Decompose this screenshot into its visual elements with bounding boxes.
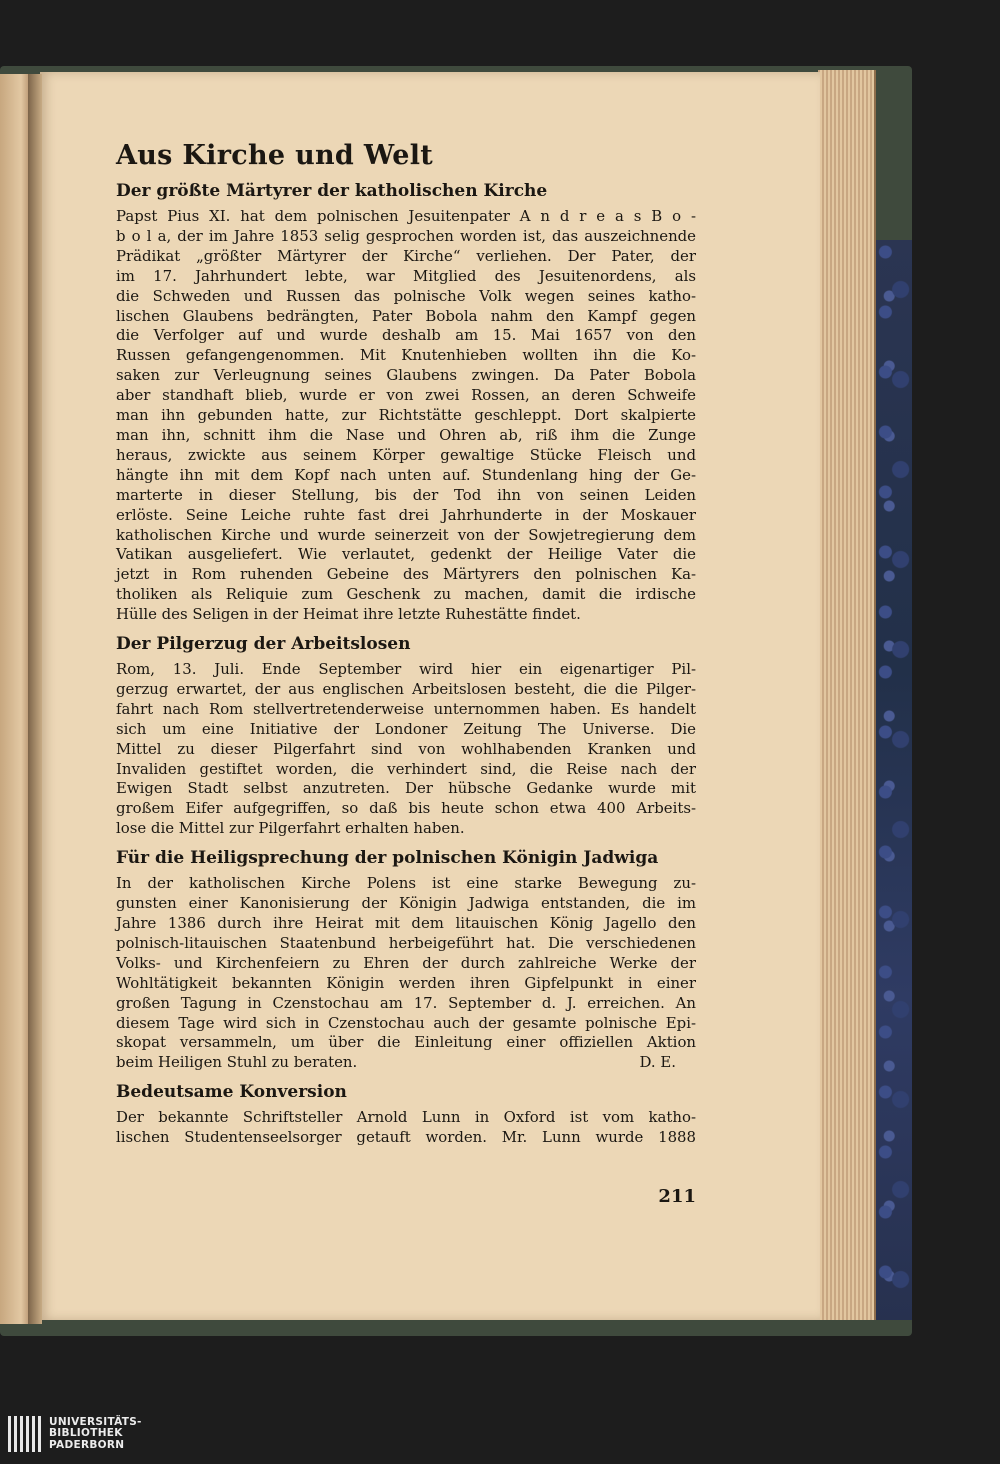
text-line: saken zur Verleugnung seines Glaubens zwingen. Da Pater Bobola xyxy=(116,366,696,385)
logo-line: BIBLIOTHEK xyxy=(49,1427,123,1440)
text-line: fahrt nach Rom stellvertretenderweise unternommen haben. Es handelt xyxy=(116,699,696,718)
page-content xyxy=(116,140,696,1157)
text-line: lischen Studentenseelsorger getauft worden. Mr. Lunn wurde 1888 xyxy=(116,1128,696,1147)
text-line: heraus, zwickte aus seinem Körper gewaltige Stücke Fleisch und xyxy=(116,445,696,464)
logo-text xyxy=(49,1417,142,1452)
text-line: Papst Pius XI. hat dem polnischen Jesuitenpater A n d r e a s B o - xyxy=(116,207,696,225)
logo-line: PADERBORN xyxy=(49,1438,125,1451)
text-line: Volks- und Kirchenfeiern zu Ehren der durch zahlreiche Werke der xyxy=(116,953,696,972)
text-line: diesem Tage wird sich in Czenstochau auch der gesamte polnische Epi- xyxy=(116,1013,696,1032)
text-line: katholischen Kirche und wurde seinerzeit von der Sowjetregierung dem xyxy=(116,525,696,544)
page-stack xyxy=(818,70,876,1320)
text-line: Vatikan ausgeliefert. Wie verlautet, gedenkt der Heilige Vater die xyxy=(116,545,696,564)
text-line: Mittel zu dieser Pilgerfahrt sind von wohlhabenden Kranken und xyxy=(116,739,696,758)
signature-line xyxy=(116,1053,696,1073)
text-line: Invaliden gestiftet worden, die verhindert sind, die Reise nach der xyxy=(116,759,696,778)
left-page-edge xyxy=(0,74,30,1324)
text-line: Prädikat „größter Märtyrer der Kirche“ verliehen. Der Pater, der xyxy=(116,246,696,265)
text-line: die Verfolger auf und wurde deshalb am 15. Mai 1657 von den xyxy=(116,326,696,345)
text-line: lose die Mittel zur Pilgerfahrt erhalten haben. xyxy=(116,819,465,838)
section-heading: Der größte Märtyrer der katholischen Kirche xyxy=(116,181,548,201)
text-line: gerzug erwartet, der aus englischen Arbeitslosen besteht, die die Pilger- xyxy=(116,679,696,698)
text-line: Ewigen Stadt selbst anzutreten. Der hübsche Gedanke wurde mit xyxy=(116,779,696,798)
section-body xyxy=(116,660,696,839)
text-line: großen Tagung in Czenstochau am 17. September d. J. erreichen. An xyxy=(116,993,696,1012)
section-heading: Der Pilgerzug der Arbeitslosen xyxy=(116,634,411,655)
text-line: gunsten einer Kanonisierung der Königin Jadwiga entstanden, die im xyxy=(116,894,696,913)
text-line: jetzt in Rom ruhenden Gebeine des Märtyrers den polnischen Ka- xyxy=(116,565,696,584)
text-line: sich um eine Initiative der Londoner Zeitung The Universe. Die xyxy=(116,719,696,738)
text-line: Hülle des Seligen in der Heimat ihre letzte Ruhestätte findet. xyxy=(116,605,581,624)
text-line: b o l a, der im Jahre 1853 selig gesprochen worden ist, das auszeichnende xyxy=(116,226,696,245)
logo-line: UNIVERSITÄTS- xyxy=(49,1415,142,1428)
text-line: marterte in dieser Stellung, bis der Tod ihn von seinen Leiden xyxy=(116,485,696,504)
section-body xyxy=(116,1108,696,1148)
text-line: man ihn, schnitt ihm die Nase und Ohren ab, riß ihm die Zunge xyxy=(116,425,696,444)
text-line: Der bekannte Schriftsteller Arnold Lunn in Oxford ist vom katho- xyxy=(116,1108,696,1127)
text-line: hängte ihn mit dem Kopf nach unten auf. Stundenlang hing der Ge- xyxy=(116,465,696,484)
text-line: aber standhaft blieb, wurde er von zwei Rossen, an deren Schweife xyxy=(116,386,696,405)
author-signature: D. E. xyxy=(639,1053,676,1072)
text-line: man ihn gebunden hatte, zur Richtstätte geschleppt. Dort skalpierte xyxy=(116,406,696,425)
text-line: polnisch-litauischen Staatenbund herbeigeführt hat. Die verschiedenen xyxy=(116,933,696,952)
text-line: die Schweden und Russen das polnische Volk wegen seines katho- xyxy=(116,286,696,305)
section-body xyxy=(116,207,696,625)
text-line: In der katholischen Kirche Polens ist eine starke Bewegung zu- xyxy=(116,874,696,893)
text-line: großem Eifer aufgegriffen, so daß bis heute schon etwa 400 Arbeits- xyxy=(116,799,696,818)
section-heading: Für die Heiligsprechung der polnischen Königin Jadwiga xyxy=(116,848,659,869)
page-number: 211 xyxy=(658,1186,696,1207)
text-line: Wohltätigkeit bekannten Königin werden ihren Gipfelpunkt in einer xyxy=(116,973,696,992)
text-line: im 17. Jahrhundert lebte, war Mitglied des Jesuitenordens, als xyxy=(116,266,696,285)
logo-bars-icon xyxy=(8,1416,41,1452)
marbled-edge xyxy=(874,240,912,1320)
text-line: beim Heiligen Stuhl zu beraten. xyxy=(116,1053,358,1072)
page-gutter xyxy=(28,74,42,1324)
library-logo xyxy=(8,1416,142,1452)
section-heading: Bedeutsame Konversion xyxy=(116,1082,347,1103)
text-line: Rom, 13. Juli. Ende September wird hier ein eigenartiger Pil- xyxy=(116,660,696,679)
text-line: tholiken als Reliquie zum Geschenk zu machen, damit die irdische xyxy=(116,585,696,604)
text-line: skopat versammeln, um über die Einleitung einer offiziellen Aktion xyxy=(116,1033,696,1052)
page-title: Aus Kirche und Welt xyxy=(116,140,434,171)
section-body xyxy=(116,874,696,1073)
text-line: lischen Glaubens bedrängten, Pater Bobola nahm den Kampf gegen xyxy=(116,306,696,325)
text-line: Jahre 1386 durch ihre Heirat mit dem litauischen König Jagello den xyxy=(116,914,696,932)
text-line: erlöste. Seine Leiche ruhte fast drei Jahrhunderte in der Moskauer xyxy=(116,505,696,524)
text-line: Russen gefangengenommen. Mit Knutenhieben wollten ihn die Ko- xyxy=(116,346,696,365)
